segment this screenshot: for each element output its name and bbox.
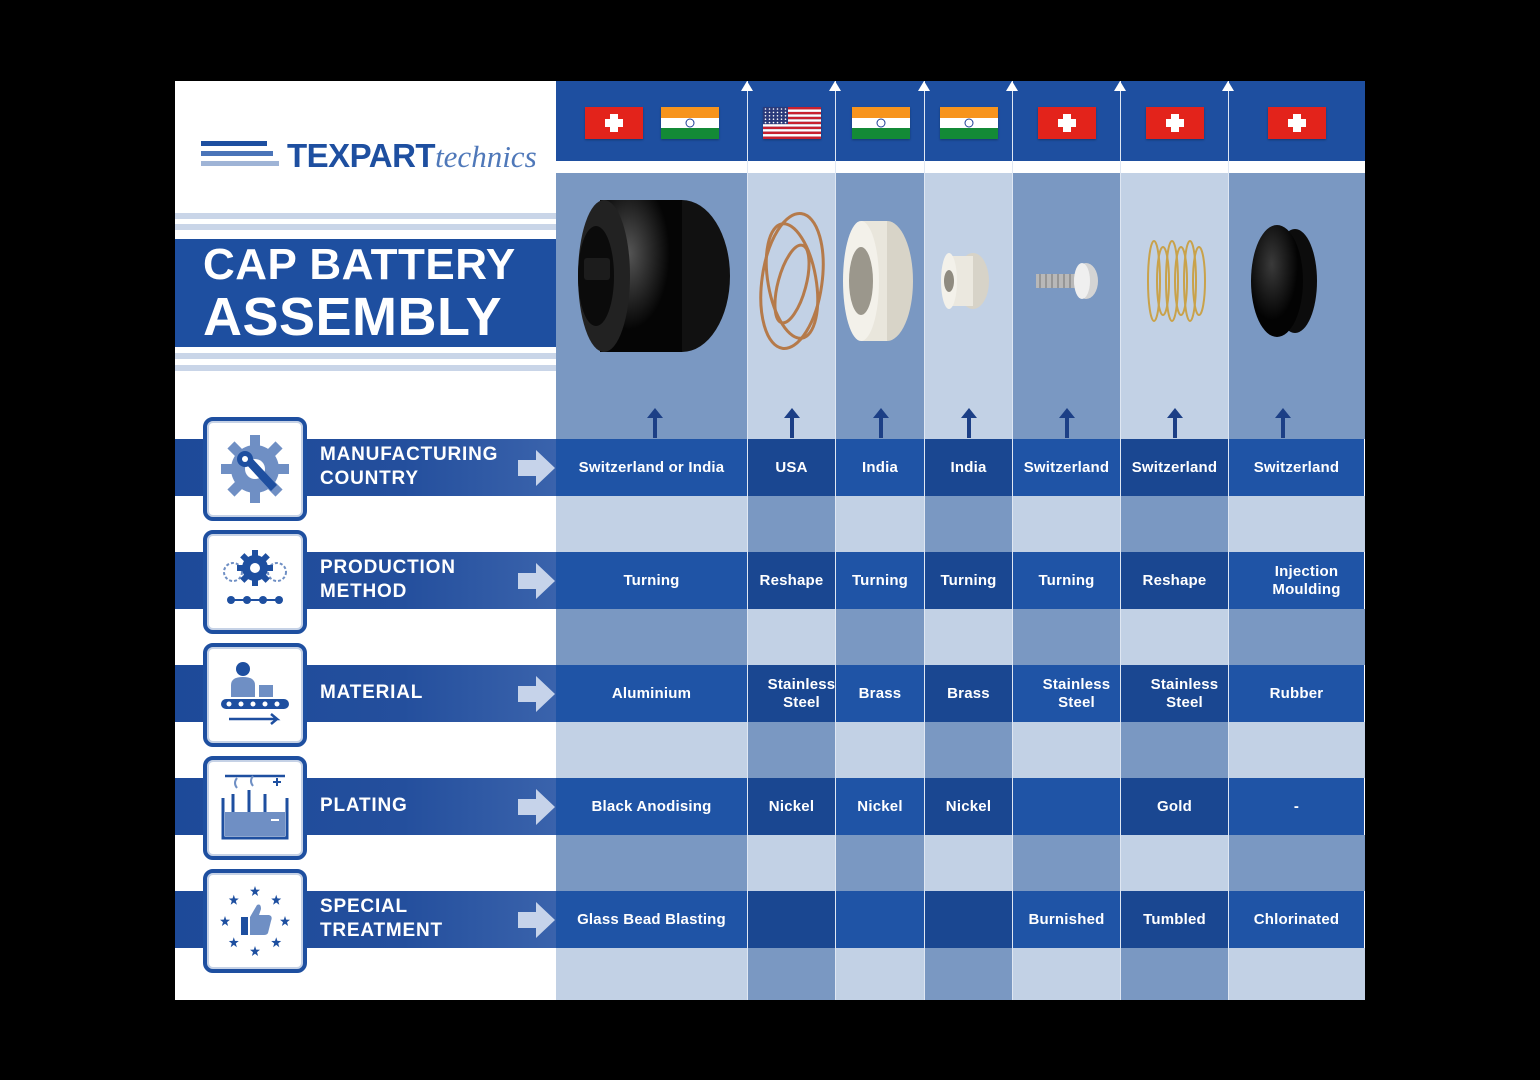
table-cell: Turning bbox=[851, 571, 909, 589]
plating-bath-icon bbox=[215, 768, 295, 848]
table-cell: Black Anodising bbox=[591, 797, 712, 815]
right-arrow-icon bbox=[518, 448, 556, 488]
steel-screw-image bbox=[1032, 261, 1102, 301]
table-cell: Switzerland bbox=[1131, 458, 1218, 476]
right-arrow-icon bbox=[518, 674, 556, 714]
column-background bbox=[1121, 722, 1229, 778]
usa-flag-icon bbox=[763, 107, 821, 139]
table-cell: Stainless Steel bbox=[1042, 675, 1111, 711]
logo-text bbox=[287, 137, 537, 175]
column-background bbox=[556, 835, 748, 891]
table-cell: Reshape bbox=[759, 571, 824, 589]
title-stripes-bottom bbox=[175, 353, 556, 377]
column-separator bbox=[835, 81, 836, 1000]
table-cell: Nickel bbox=[945, 797, 992, 815]
column-background bbox=[836, 496, 925, 552]
column-background bbox=[1229, 948, 1365, 1000]
table-cell: Nickel bbox=[857, 797, 903, 815]
column-background bbox=[1013, 722, 1121, 778]
up-arrow-icon bbox=[1059, 408, 1075, 438]
gold-spring-image bbox=[1140, 231, 1210, 331]
table-cell: Turning bbox=[1038, 571, 1095, 589]
column-background bbox=[925, 948, 1013, 1000]
table-cell: Switzerland bbox=[1023, 458, 1110, 476]
column-background bbox=[925, 609, 1013, 665]
row-label-line-1: SPECIAL bbox=[320, 896, 408, 917]
page-title bbox=[203, 241, 553, 345]
table-cell: Rubber bbox=[1269, 684, 1324, 702]
logo-stripes bbox=[201, 141, 279, 171]
row-label-line-1: MANUFACTURING bbox=[320, 444, 499, 465]
table-cell: Glass Bead Blasting bbox=[577, 910, 726, 928]
column-background bbox=[748, 835, 836, 891]
column-background bbox=[1229, 722, 1365, 778]
column-separator bbox=[924, 81, 925, 1000]
title-line-2: ASSEMBLY bbox=[203, 287, 503, 347]
right-arrow-icon bbox=[518, 561, 556, 601]
conveyor-worker-icon-box bbox=[203, 643, 307, 747]
table-cell: Switzerland bbox=[1253, 458, 1340, 476]
right-arrow-icon bbox=[518, 787, 556, 827]
title-stripes-top bbox=[175, 213, 556, 235]
row-label bbox=[320, 895, 443, 943]
swiss-flag-icon bbox=[1146, 107, 1204, 139]
table-cell: Turning bbox=[623, 571, 680, 589]
row-label bbox=[320, 556, 456, 604]
logo-italic: technics bbox=[435, 139, 537, 174]
column-background bbox=[748, 722, 836, 778]
column-background bbox=[1121, 835, 1229, 891]
table-cell: Aluminium bbox=[611, 684, 692, 702]
rubber-cap-image bbox=[1243, 221, 1323, 341]
column-background bbox=[1013, 609, 1121, 665]
column-background bbox=[836, 835, 925, 891]
column-separator bbox=[1012, 81, 1013, 1000]
india-flag-icon bbox=[852, 107, 910, 139]
table-cell bbox=[1013, 778, 1120, 835]
up-arrow-icon bbox=[918, 81, 930, 95]
row-label-line-2: METHOD bbox=[320, 581, 408, 602]
row-label-line-1: MATERIAL bbox=[320, 682, 424, 703]
column-background bbox=[1229, 835, 1365, 891]
up-arrow-icon bbox=[1275, 408, 1291, 438]
swiss-flag-icon bbox=[1038, 107, 1096, 139]
up-arrow-icon bbox=[873, 408, 889, 438]
table-cell: India bbox=[861, 458, 898, 476]
india-flag-icon bbox=[940, 107, 998, 139]
table-cell bbox=[925, 891, 1012, 948]
table-cell: - bbox=[1293, 797, 1300, 815]
up-arrow-icon bbox=[647, 408, 663, 438]
row-label-line-1: PLATING bbox=[320, 795, 408, 816]
table-cell bbox=[748, 891, 835, 948]
conveyor-worker-icon bbox=[215, 655, 295, 735]
up-arrow-icon bbox=[741, 81, 753, 95]
up-arrow-icon bbox=[784, 408, 800, 438]
column-background bbox=[748, 948, 836, 1000]
right-arrow-icon bbox=[518, 900, 556, 940]
table-cell: Brass bbox=[858, 684, 902, 702]
logo-bold: TEXPART bbox=[287, 137, 436, 174]
column-separator bbox=[747, 81, 748, 1000]
copper-wire-coil-image bbox=[752, 206, 832, 356]
column-background bbox=[1229, 609, 1365, 665]
gears-process-icon bbox=[215, 542, 295, 622]
plating-bath-icon-box bbox=[203, 756, 307, 860]
column-background bbox=[748, 609, 836, 665]
india-flag-icon bbox=[661, 107, 719, 139]
table-cell bbox=[836, 891, 924, 948]
column-separator bbox=[1228, 81, 1229, 1000]
header-divider bbox=[556, 161, 1365, 173]
column-background bbox=[748, 496, 836, 552]
table-cell: Stainless Steel bbox=[1150, 675, 1219, 711]
gear-wrench-icon bbox=[215, 429, 295, 509]
column-background bbox=[836, 609, 925, 665]
table-cell: Stainless Steel bbox=[767, 675, 836, 711]
column-background bbox=[556, 948, 748, 1000]
table-cell: Injection Moulding bbox=[1272, 562, 1341, 598]
table-cell: Switzerland or India bbox=[578, 458, 725, 476]
table-cell: Chlorinated bbox=[1253, 910, 1340, 928]
table-cell: Burnished bbox=[1028, 910, 1105, 928]
title-line-1: CAP BATTERY bbox=[203, 240, 516, 289]
column-background bbox=[836, 722, 925, 778]
up-arrow-icon bbox=[829, 81, 841, 95]
table-cell: Reshape bbox=[1142, 571, 1207, 589]
brass-bushing-image bbox=[939, 246, 999, 316]
table-cell: Nickel bbox=[768, 797, 815, 815]
table-cell: USA bbox=[775, 458, 808, 476]
column-background bbox=[1013, 835, 1121, 891]
column-background bbox=[1229, 496, 1365, 552]
column-background bbox=[1121, 496, 1229, 552]
gear-wrench-icon-box bbox=[203, 417, 307, 521]
table-cell: Tumbled bbox=[1143, 910, 1206, 928]
column-background bbox=[1013, 173, 1121, 439]
column-background bbox=[925, 496, 1013, 552]
table-cell: Turning bbox=[940, 571, 997, 589]
brass-ring-image bbox=[841, 216, 921, 346]
column-background bbox=[556, 609, 748, 665]
column-background bbox=[1013, 496, 1121, 552]
column-background bbox=[925, 835, 1013, 891]
column-background bbox=[1013, 948, 1121, 1000]
swiss-flag-icon bbox=[585, 107, 643, 139]
thumbs-up-stars-icon bbox=[215, 881, 295, 961]
up-arrow-icon bbox=[1167, 408, 1183, 438]
up-arrow-icon bbox=[1222, 81, 1234, 95]
up-arrow-icon bbox=[1114, 81, 1126, 95]
gears-process-icon-box bbox=[203, 530, 307, 634]
column-background bbox=[556, 496, 748, 552]
swiss-flag-icon bbox=[1268, 107, 1326, 139]
thumbs-up-stars-icon-box bbox=[203, 869, 307, 973]
table-cell: India bbox=[950, 458, 987, 476]
column-separator bbox=[1120, 81, 1121, 1000]
logo bbox=[201, 139, 541, 179]
table-cell: Brass bbox=[947, 684, 990, 702]
row-label-line-1: PRODUCTION bbox=[320, 557, 456, 578]
table-cell: Gold bbox=[1157, 797, 1192, 815]
column-background bbox=[1121, 948, 1229, 1000]
row-label bbox=[320, 443, 498, 491]
up-arrow-icon bbox=[1006, 81, 1018, 95]
row-label bbox=[320, 681, 423, 705]
row-label bbox=[320, 794, 408, 818]
row-label-line-2: COUNTRY bbox=[320, 468, 419, 489]
column-background bbox=[836, 948, 925, 1000]
black-cap-housing-image bbox=[570, 196, 740, 366]
cap-battery-infographic bbox=[175, 81, 1365, 1000]
column-background bbox=[556, 722, 748, 778]
up-arrow-icon bbox=[961, 408, 977, 438]
column-background bbox=[925, 722, 1013, 778]
column-background bbox=[1121, 609, 1229, 665]
row-label-line-2: TREATMENT bbox=[320, 920, 443, 941]
